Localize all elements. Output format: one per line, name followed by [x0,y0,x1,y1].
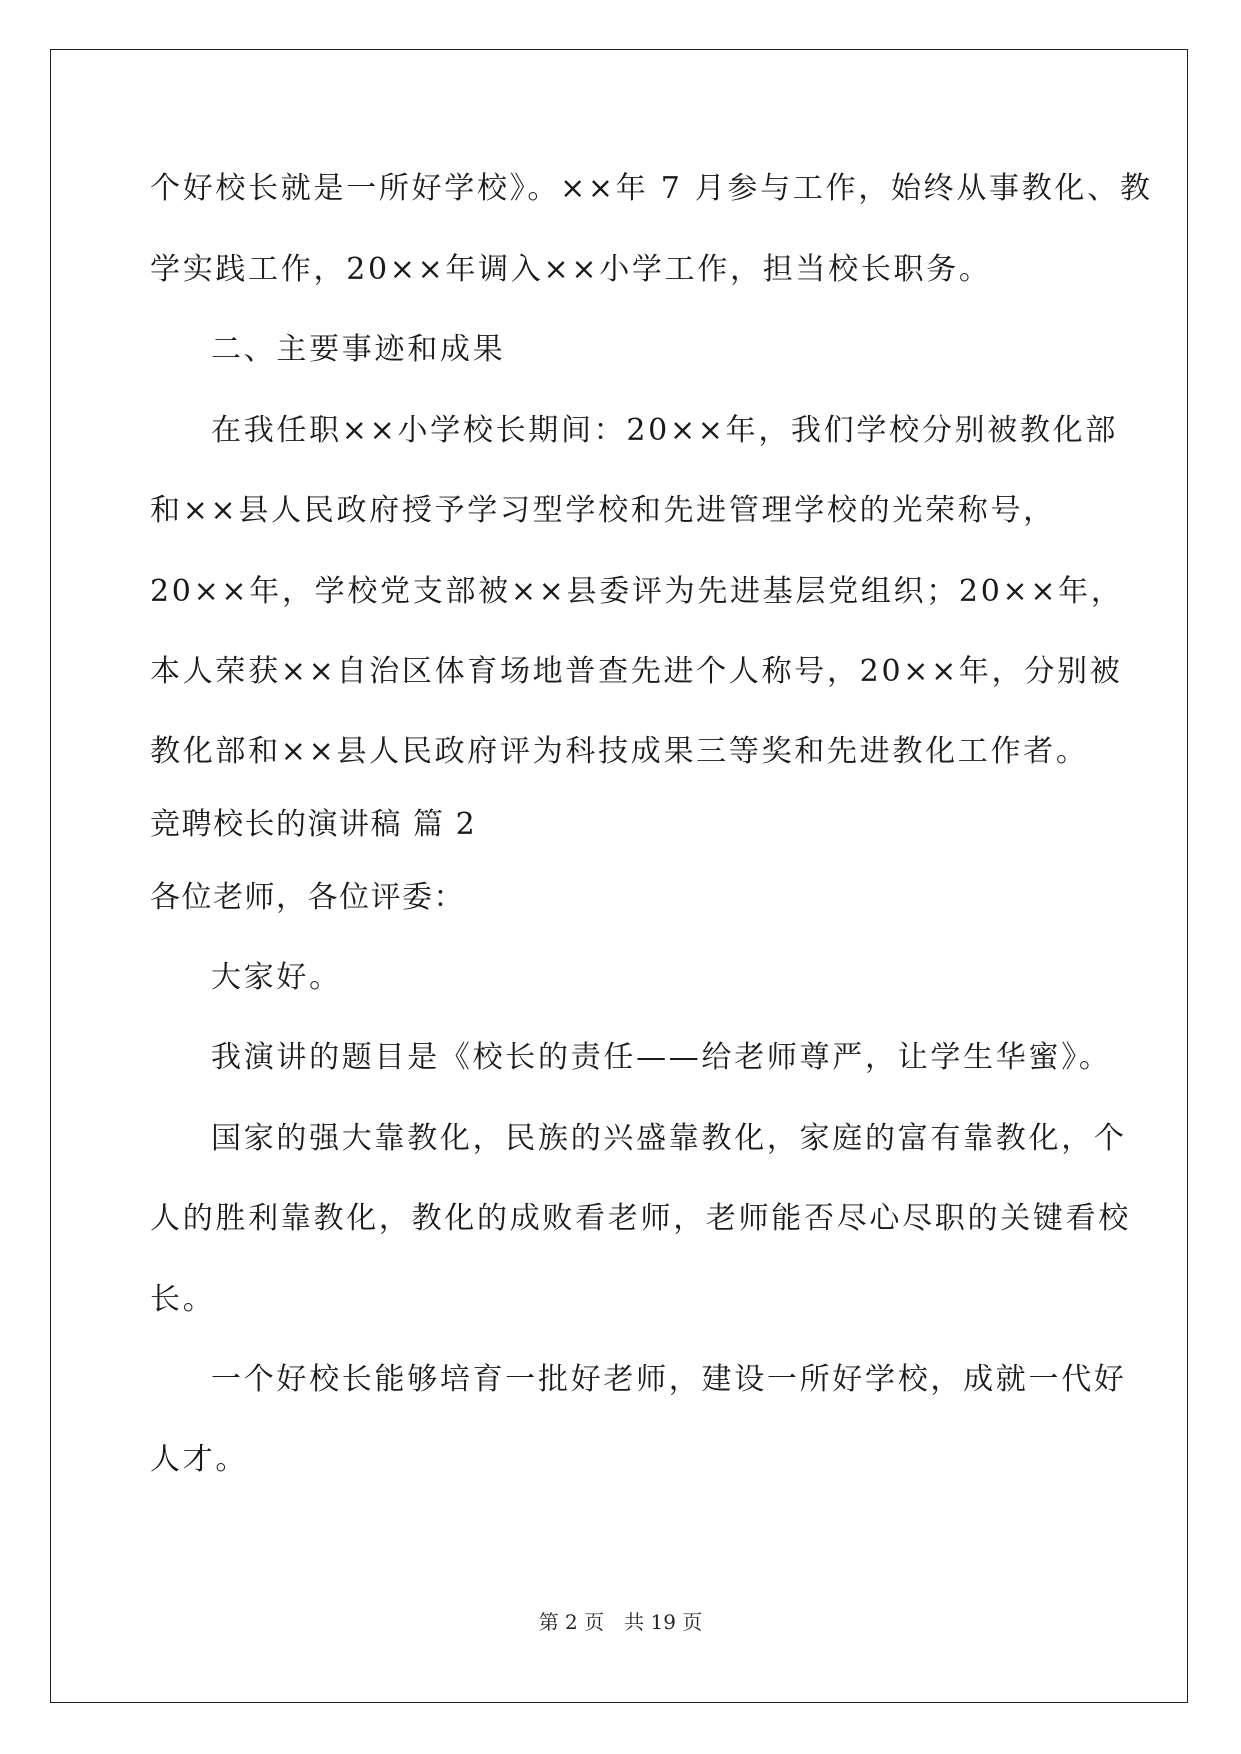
paragraph-line: 人的胜利靠教化，教化的成败看老师，老师能否尽心尽职的关键看校 [150,1201,1131,1236]
paragraph-line: 国家的强大靠教化，民族的兴盛靠教化，家庭的富有靠教化，个 [211,1121,1127,1156]
paragraph-line: 和××县人民政府授予学习型学校和先进管理学校的光荣称号， [150,493,1056,528]
paragraph-line: 一个好校长能够培育一批好老师，建设一所好学校，成就一代好 [211,1362,1127,1397]
article-title: 竞聘校长的演讲稿 篇 2 [150,807,477,842]
paragraph-line: 在我任职××小学校长期间：20××年，我们学校分别被教化部 [211,413,1119,448]
paragraph-line: 我演讲的题目是《校长的责任——给老师尊严，让学生华蜜》。 [211,1040,1112,1075]
paragraph-line: 个好校长就是一所好学校》。××年 7 月参与工作，始终从事教化、教 [150,171,1153,206]
section-heading: 二、主要事迹和成果 [211,332,506,367]
paragraph-line: 教化部和××县人民政府评为科技成果三等奖和先进教化工作者。 [150,734,1089,769]
greeting: 大家好。 [211,960,342,995]
page-number-footer: 第 2 页 共 19 页 [538,1610,703,1634]
paragraph-line: 长。 [150,1282,216,1317]
paragraph-line: 20××年，学校党支部被××县委评为先进基层党组织；20××年， [150,574,1124,609]
paragraph-line: 学实践工作，20××年调入××小学工作，担当校长职务。 [150,252,992,287]
paragraph-line: 人才。 [150,1442,249,1477]
salutation: 各位老师，各位评委： [150,880,465,915]
paragraph-line: 本人荣获××自治区体育场地普查先进个人称号，20××年，分别被 [150,654,1123,689]
